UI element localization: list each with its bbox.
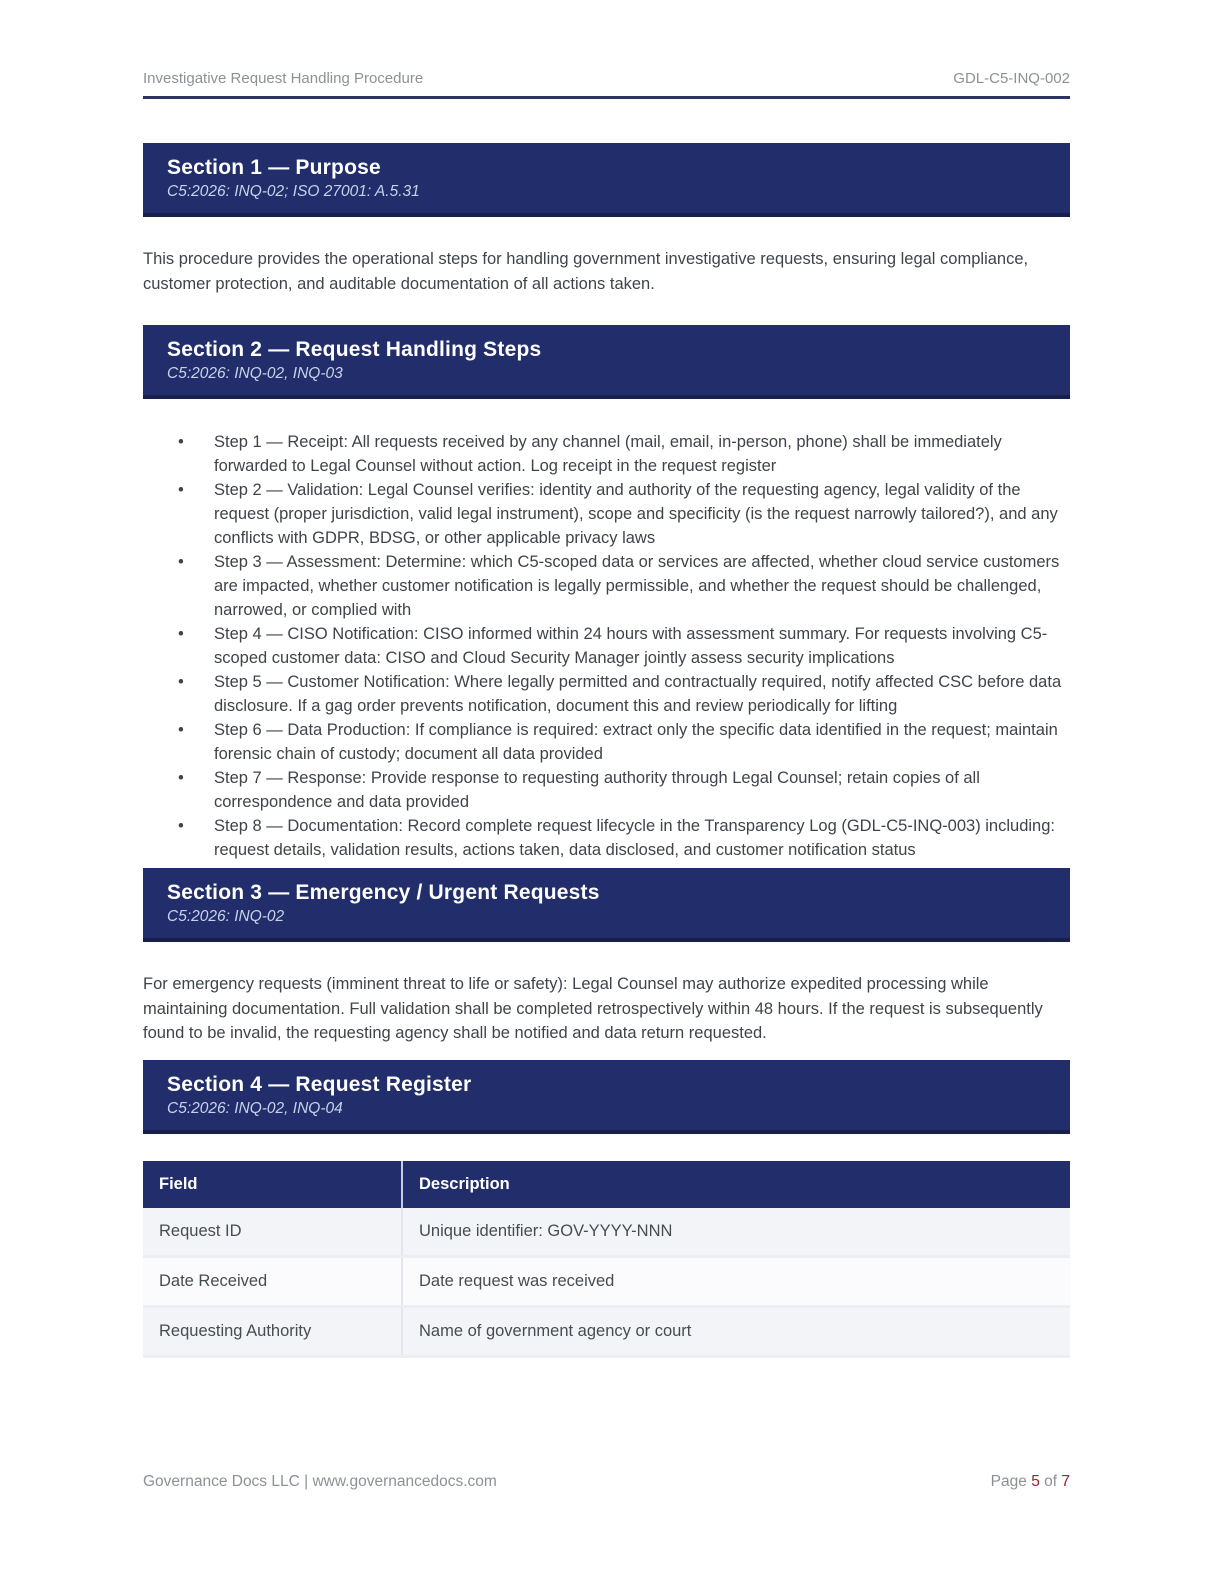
header-document-id: GDL-C5-INQ-002: [953, 70, 1070, 87]
step-item-5: • Step 5 — Customer Notification: Where legally permitted and contractually required, notify affected CSC before data disclosure. If a gag order prevents notification, document this and review periodically for lifting: [214, 670, 1070, 718]
request-register-table: [143, 1161, 1070, 1358]
section-4-title: Section 4 — Request Register: [167, 1072, 472, 1096]
section-4-subtitle: C5:2026: INQ-02, INQ-04: [167, 1099, 343, 1117]
table-cell-field: Date Received: [143, 1256, 402, 1306]
step-item-4: • Step 4 — CISO Notification: CISO informed within 24 hours with assessment summary. For requests involving C5-scoped customer data: CISO and Cloud Security Manager jointly assess security implications: [214, 622, 1070, 670]
running-footer: [143, 1473, 1070, 1491]
footer-page-indicator: [991, 1473, 1070, 1491]
section-2-subtitle: C5:2026: INQ-02, INQ-03: [167, 365, 343, 382]
table-row: [143, 1208, 1070, 1257]
table-cell-description: Unique identifier: GOV-YYYY-NNN: [402, 1208, 1070, 1257]
table-header-row: [143, 1161, 1070, 1208]
table-row: [143, 1306, 1070, 1356]
section-1-subtitle: C5:2026: INQ-02; ISO 27001: A.5.31: [167, 183, 420, 200]
table-row: [143, 1256, 1070, 1306]
table-header-description: Description: [402, 1161, 1070, 1208]
step-item-2: • Step 2 — Validation: Legal Counsel verifies: identity and authority of the requesting agency, legal validity of the request (proper jurisdiction, valid legal instrument), scope and specificity (is the request narrowly tailored?), and any conflicts with GDPR, BDSG, or other applicable privacy laws: [214, 478, 1070, 550]
section-2-banner: [143, 325, 1070, 399]
footer-page-label: Page: [990, 1473, 1027, 1490]
header-document-title: Investigative Request Handling Procedure: [143, 70, 424, 87]
section-3-title: Section 3 — Emergency / Urgent Requests: [167, 881, 600, 904]
section-1-banner: [143, 143, 1070, 217]
purpose-paragraph: This procedure provides the operational steps for handling government investigative requests, ensuring legal compliance, customer protection, and auditable documentation of all actions taken.: [143, 250, 1029, 293]
section-3-subtitle: C5:2026: INQ-02: [167, 908, 285, 925]
footer-page-total: 7: [1061, 1473, 1070, 1490]
step-item-3: • Step 3 — Assessment: Determine: which C5-scoped data or services are affected, whether cloud service customers are impacted, whether customer notification is legally permissible, and whether the request should be challenged, narrowed, or complied with: [214, 550, 1070, 622]
step-item-1: • Step 1 — Receipt: All requests received by any channel (mail, email, in-person, phone) shall be immediately forwarded to Legal Counsel without action. Log receipt in the request register: [214, 430, 1070, 478]
header-rule: [143, 96, 1070, 99]
step-item-7: • Step 7 — Response: Provide response to requesting authority through Legal Counsel; retain copies of all correspondence and data provided: [214, 766, 1070, 814]
section-4-banner: [143, 1060, 1070, 1134]
running-header: [143, 70, 1070, 87]
table-cell-field: Requesting Authority: [143, 1306, 402, 1356]
table-cell-description: Date request was received: [402, 1256, 1070, 1306]
footer-company: Governance Docs LLC | www.governancedocs.com: [143, 1473, 497, 1490]
footer-page-current: 5: [1031, 1473, 1040, 1490]
section-1-title: Section 1 — Purpose: [167, 156, 381, 179]
section-3-banner: [143, 868, 1070, 942]
request-handling-steps-list: [143, 430, 1070, 862]
footer-page-separator: of: [1044, 1473, 1058, 1490]
step-item-6: • Step 6 — Data Production: If compliance is required: extract only the specific data identified in the request; maintain forensic chain of custody; document all data provided: [214, 718, 1070, 766]
table-cell-description: Name of government agency or court: [402, 1306, 1070, 1356]
step-item-8: • Step 8 — Documentation: Record complete request lifecycle in the Transparency Log (GDL-C5-INQ-003) including: request details, validation results, actions taken, data disclosed, and customer notification status: [214, 814, 1070, 862]
emergency-paragraph: For emergency requests (imminent threat to life or safety): Legal Counsel may authorize expedited processing while maintaining documentation. Full validation shall be completed retrospectively within 48 hours. If the request is subsequently found to be invalid, the requesting agency shall be notified and data return requested.: [143, 975, 1043, 1042]
section-2-title: Section 2 — Request Handling Steps: [167, 338, 542, 361]
table-cell-field: Request ID: [143, 1208, 402, 1257]
table-header-field: Field: [143, 1161, 402, 1208]
